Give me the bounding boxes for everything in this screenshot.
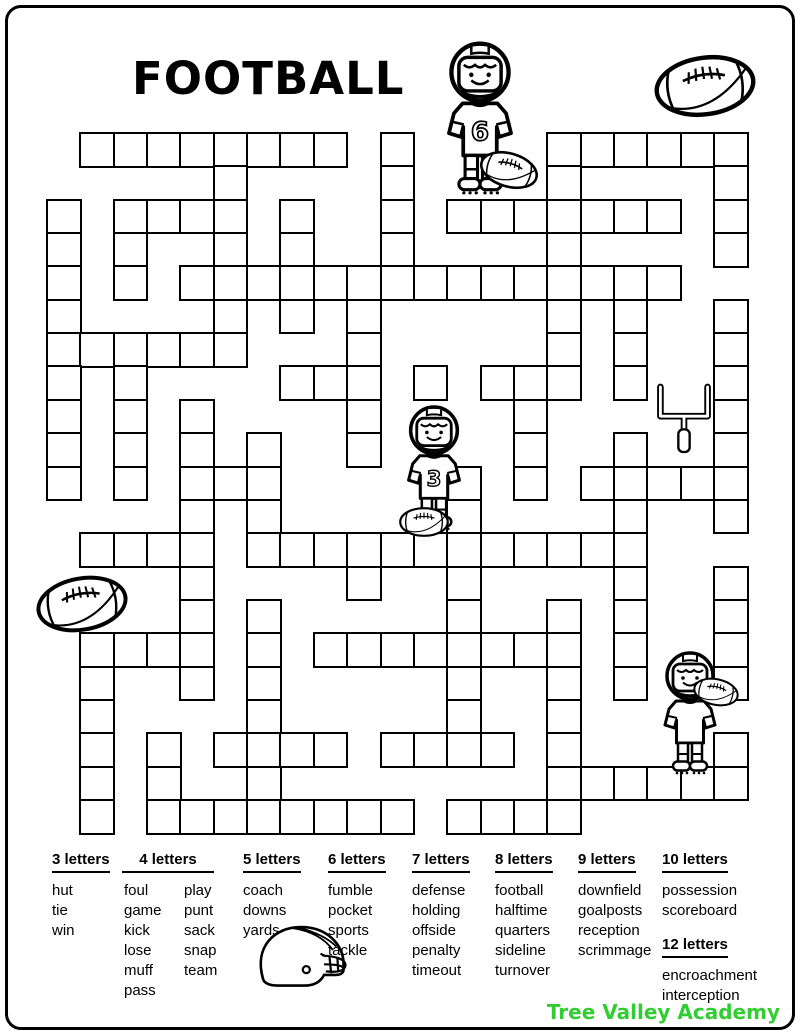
grid-cell [113, 332, 149, 368]
word-list-12-letters [662, 935, 757, 1006]
grid-cell [713, 432, 749, 468]
word-item: hut [52, 882, 73, 899]
word-item: downs [243, 902, 287, 919]
word-item: team [184, 962, 218, 979]
grid-cell [313, 799, 349, 835]
word-list-heading: 9 letters [578, 850, 636, 873]
word-list [412, 881, 470, 981]
word-item: football [495, 882, 544, 899]
grid-cell [480, 365, 516, 401]
grid-cell [613, 666, 649, 702]
grid-cell [213, 265, 249, 301]
word-item: scrimmage [578, 942, 652, 959]
grid-cell [346, 432, 382, 468]
word-item: turnover [495, 962, 551, 979]
word-item: timeout [412, 962, 462, 979]
grid-cell [146, 766, 182, 802]
grid-cell [713, 332, 749, 368]
grid-cell [380, 265, 416, 301]
grid-cell [46, 365, 82, 401]
grid-cell [279, 532, 315, 568]
grid-cell [646, 132, 682, 168]
grid-cell [213, 165, 249, 201]
grid-cell [646, 466, 682, 502]
grid-cell [179, 466, 215, 502]
grid-cell [513, 799, 549, 835]
grid-cell [713, 499, 749, 535]
grid-cell [279, 365, 315, 401]
word-item: encroachment [662, 967, 758, 984]
grid-cell [446, 699, 482, 735]
grid-cell [380, 132, 416, 168]
grid-cell [346, 299, 382, 335]
grid-cell [213, 466, 249, 502]
grid-cell [613, 365, 649, 401]
grid-cell [346, 632, 382, 668]
grid-cell [513, 432, 549, 468]
word-item: game [124, 902, 162, 919]
grid-cell [246, 599, 282, 635]
grid-cell [279, 199, 315, 235]
word-list-5-letters [243, 850, 301, 941]
word-item: pass [124, 982, 156, 999]
word-list-heading: 10 letters [662, 850, 728, 873]
grid-cell [346, 799, 382, 835]
grid-cell [346, 365, 382, 401]
grid-cell [713, 199, 749, 235]
grid-cell [646, 199, 682, 235]
grid-cell [279, 799, 315, 835]
grid-cell [513, 199, 549, 235]
grid-cell [313, 365, 349, 401]
word-list [495, 881, 553, 981]
grid-cell [113, 132, 149, 168]
grid-cell [680, 132, 716, 168]
grid-cell [213, 732, 249, 768]
word-item: muff [124, 962, 153, 979]
grid-cell [413, 732, 449, 768]
word-list [243, 881, 301, 941]
word-item: possession [662, 882, 738, 899]
word-list-heading: 8 letters [495, 850, 553, 873]
grid-cell [513, 265, 549, 301]
football-icon [398, 506, 450, 538]
word-list-4-letters [124, 850, 217, 1001]
grid-cell [179, 566, 215, 602]
jersey-number: 6 [470, 117, 490, 148]
grid-cell [713, 399, 749, 435]
grid-cell [713, 365, 749, 401]
word-item: lose [124, 942, 152, 959]
grid-cell [246, 432, 282, 468]
word-item: penalty [412, 942, 461, 959]
grid-cell [179, 632, 215, 668]
word-item: snap [184, 942, 217, 959]
grid-cell [480, 265, 516, 301]
word-item: win [52, 922, 75, 939]
grid-cell [580, 766, 616, 802]
grid-cell [46, 265, 82, 301]
grid-cell [446, 799, 482, 835]
grid-cell [546, 332, 582, 368]
grid-cell [480, 732, 516, 768]
grid-cell [246, 766, 282, 802]
grid-cell [713, 566, 749, 602]
word-list [578, 881, 651, 961]
word-item: reception [578, 922, 640, 939]
grid-cell [146, 532, 182, 568]
grid-cell [580, 532, 616, 568]
grid-cell [246, 466, 282, 502]
grid-cell [713, 299, 749, 335]
grid-cell [113, 232, 149, 268]
grid-cell [546, 599, 582, 635]
grid-cell [613, 599, 649, 635]
grid-cell [46, 399, 82, 435]
grid-cell [613, 632, 649, 668]
grid-cell [513, 399, 549, 435]
grid-cell [79, 799, 115, 835]
grid-cell [380, 165, 416, 201]
grid-cell [279, 299, 315, 335]
grid-cell [46, 466, 82, 502]
grid-cell [79, 732, 115, 768]
word-item: goalposts [578, 902, 643, 919]
grid-cell [546, 799, 582, 835]
grid-cell [146, 199, 182, 235]
grid-cell [279, 232, 315, 268]
grid-cell [546, 132, 582, 168]
grid-cell [613, 132, 649, 168]
grid-cell [546, 532, 582, 568]
grid-cell [179, 399, 215, 435]
word-list-6-letters [328, 850, 386, 961]
word-list-heading: 6 letters [328, 850, 386, 873]
grid-cell [613, 532, 649, 568]
grid-cell [613, 265, 649, 301]
grid-cell [546, 265, 582, 301]
grid-cell [213, 132, 249, 168]
grid-cell [246, 499, 282, 535]
word-item: yards [243, 922, 280, 939]
grid-cell [313, 265, 349, 301]
grid-cell [380, 799, 416, 835]
grid-cell [480, 632, 516, 668]
grid-cell [413, 365, 449, 401]
grid-cell [446, 666, 482, 702]
grid-cell [446, 265, 482, 301]
grid-cell [279, 132, 315, 168]
grid-cell [79, 766, 115, 802]
grid-cell [446, 199, 482, 235]
grid-cell [580, 199, 616, 235]
grid-cell [246, 699, 282, 735]
grid-cell [713, 232, 749, 268]
grid-cell [213, 232, 249, 268]
grid-cell [546, 199, 582, 235]
grid-cell [313, 532, 349, 568]
grid-cell [613, 332, 649, 368]
jersey-number: 3 [426, 467, 442, 493]
grid-cell [346, 265, 382, 301]
word-list-heading: 12 letters [662, 935, 728, 958]
grid-cell [46, 199, 82, 235]
grid-cell [546, 766, 582, 802]
word-item: play [184, 882, 212, 899]
grid-cell [179, 499, 215, 535]
football-player-catching [645, 650, 735, 782]
grid-cell [346, 332, 382, 368]
grid-cell [446, 599, 482, 635]
grid-cell [480, 532, 516, 568]
grid-cell [480, 799, 516, 835]
grid-cell [213, 199, 249, 235]
grid-cell [380, 199, 416, 235]
word-item: coach [243, 882, 284, 899]
grid-cell [546, 732, 582, 768]
grid-cell [546, 165, 582, 201]
grid-cell [179, 532, 215, 568]
grid-cell [446, 566, 482, 602]
grid-cell [146, 732, 182, 768]
grid-cell [580, 132, 616, 168]
grid-cell [346, 399, 382, 435]
word-list-heading: 3 letters [52, 850, 110, 873]
grid-cell [179, 132, 215, 168]
grid-cell [713, 466, 749, 502]
word-list [124, 881, 184, 1001]
grid-cell [446, 632, 482, 668]
grid-cell [313, 732, 349, 768]
football-icon [647, 39, 763, 133]
grid-cell [113, 199, 149, 235]
grid-cell [413, 265, 449, 301]
word-item: sideline [495, 942, 546, 959]
grid-cell [613, 199, 649, 235]
word-item: sack [184, 922, 215, 939]
grid-cell [546, 699, 582, 735]
word-item: interception [662, 987, 740, 1004]
word-item: tackle [328, 942, 368, 959]
word-list-8-letters [495, 850, 553, 981]
grid-cell [46, 299, 82, 335]
word-list-heading: 5 letters [243, 850, 301, 873]
grid-cell [113, 265, 149, 301]
word-list-9-letters [578, 850, 651, 961]
word-item: fumble [328, 882, 374, 899]
grid-cell [380, 232, 416, 268]
grid-cell [246, 532, 282, 568]
grid-cell [79, 699, 115, 735]
grid-cell [380, 732, 416, 768]
word-item: punt [184, 902, 214, 919]
grid-cell [613, 566, 649, 602]
word-list [184, 881, 217, 1001]
grid-cell [413, 632, 449, 668]
grid-cell [713, 599, 749, 635]
grid-cell [179, 799, 215, 835]
grid-cell [179, 199, 215, 235]
grid-cell [346, 532, 382, 568]
football-icon [28, 556, 136, 651]
word-item: foul [124, 882, 149, 899]
grid-cell [613, 466, 649, 502]
grid-cell [246, 666, 282, 702]
grid-cell [179, 599, 215, 635]
grid-cell [79, 332, 115, 368]
grid-cell [179, 332, 215, 368]
grid-cell [213, 332, 249, 368]
grid-cell [279, 732, 315, 768]
grid-cell [613, 432, 649, 468]
word-item: holding [412, 902, 461, 919]
word-item: tie [52, 902, 68, 919]
grid-cell [46, 332, 82, 368]
grid-cell [246, 265, 282, 301]
word-item: quarters [495, 922, 551, 939]
grid-cell [113, 365, 149, 401]
grid-cell [213, 299, 249, 335]
word-list-heading: 7 letters [412, 850, 470, 873]
grid-cell [246, 132, 282, 168]
grid-cell [546, 299, 582, 335]
grid-cell [79, 666, 115, 702]
goal-post-icon [651, 373, 717, 465]
word-item: downfield [578, 882, 642, 899]
grid-cell [246, 799, 282, 835]
word-list [52, 881, 110, 941]
word-list-heading: 4 letters [122, 850, 214, 873]
grid-cell [713, 165, 749, 201]
grid-cell [446, 732, 482, 768]
word-item: pocket [328, 902, 373, 919]
grid-cell [713, 132, 749, 168]
grid-cell [313, 132, 349, 168]
grid-cell [113, 432, 149, 468]
grid-cell [179, 265, 215, 301]
grid-cell [513, 532, 549, 568]
grid-cell [580, 466, 616, 502]
grid-cell [546, 232, 582, 268]
grid-cell [613, 766, 649, 802]
word-list [328, 881, 386, 961]
grid-cell [179, 432, 215, 468]
word-item: halftime [495, 902, 548, 919]
grid-cell [546, 632, 582, 668]
word-list-3-letters [52, 850, 110, 941]
word-list-7-letters [412, 850, 470, 981]
grid-cell [213, 799, 249, 835]
word-item: defense [412, 882, 466, 899]
grid-cell [113, 399, 149, 435]
grid-cell [313, 632, 349, 668]
branding-logo-text: Tree Valley Academy [546, 1000, 780, 1024]
grid-cell [146, 799, 182, 835]
grid-cell [146, 132, 182, 168]
grid-cell [46, 432, 82, 468]
word-list-10-letters [662, 850, 757, 1006]
word-item: offside [412, 922, 456, 939]
grid-cell [613, 299, 649, 335]
grid-cell [480, 199, 516, 235]
grid-cell [680, 466, 716, 502]
grid-cell [513, 632, 549, 668]
word-item: sports [328, 922, 369, 939]
grid-cell [646, 265, 682, 301]
grid-cell [279, 265, 315, 301]
page-title: FOOTBALL [132, 52, 405, 105]
grid-cell [546, 365, 582, 401]
grid-cell [146, 632, 182, 668]
grid-cell [613, 499, 649, 535]
grid-cell [246, 732, 282, 768]
grid-cell [513, 466, 549, 502]
grid-cell [513, 365, 549, 401]
grid-cell [79, 132, 115, 168]
grid-cell [179, 666, 215, 702]
grid-cell [146, 332, 182, 368]
word-item: kick [124, 922, 150, 939]
grid-cell [380, 632, 416, 668]
grid-cell [246, 632, 282, 668]
word-item: scoreboard [662, 902, 738, 919]
word-list [662, 881, 757, 921]
grid-cell [46, 232, 82, 268]
grid-cell [346, 566, 382, 602]
grid-cell [546, 666, 582, 702]
grid-cell [113, 466, 149, 502]
grid-cell [580, 265, 616, 301]
